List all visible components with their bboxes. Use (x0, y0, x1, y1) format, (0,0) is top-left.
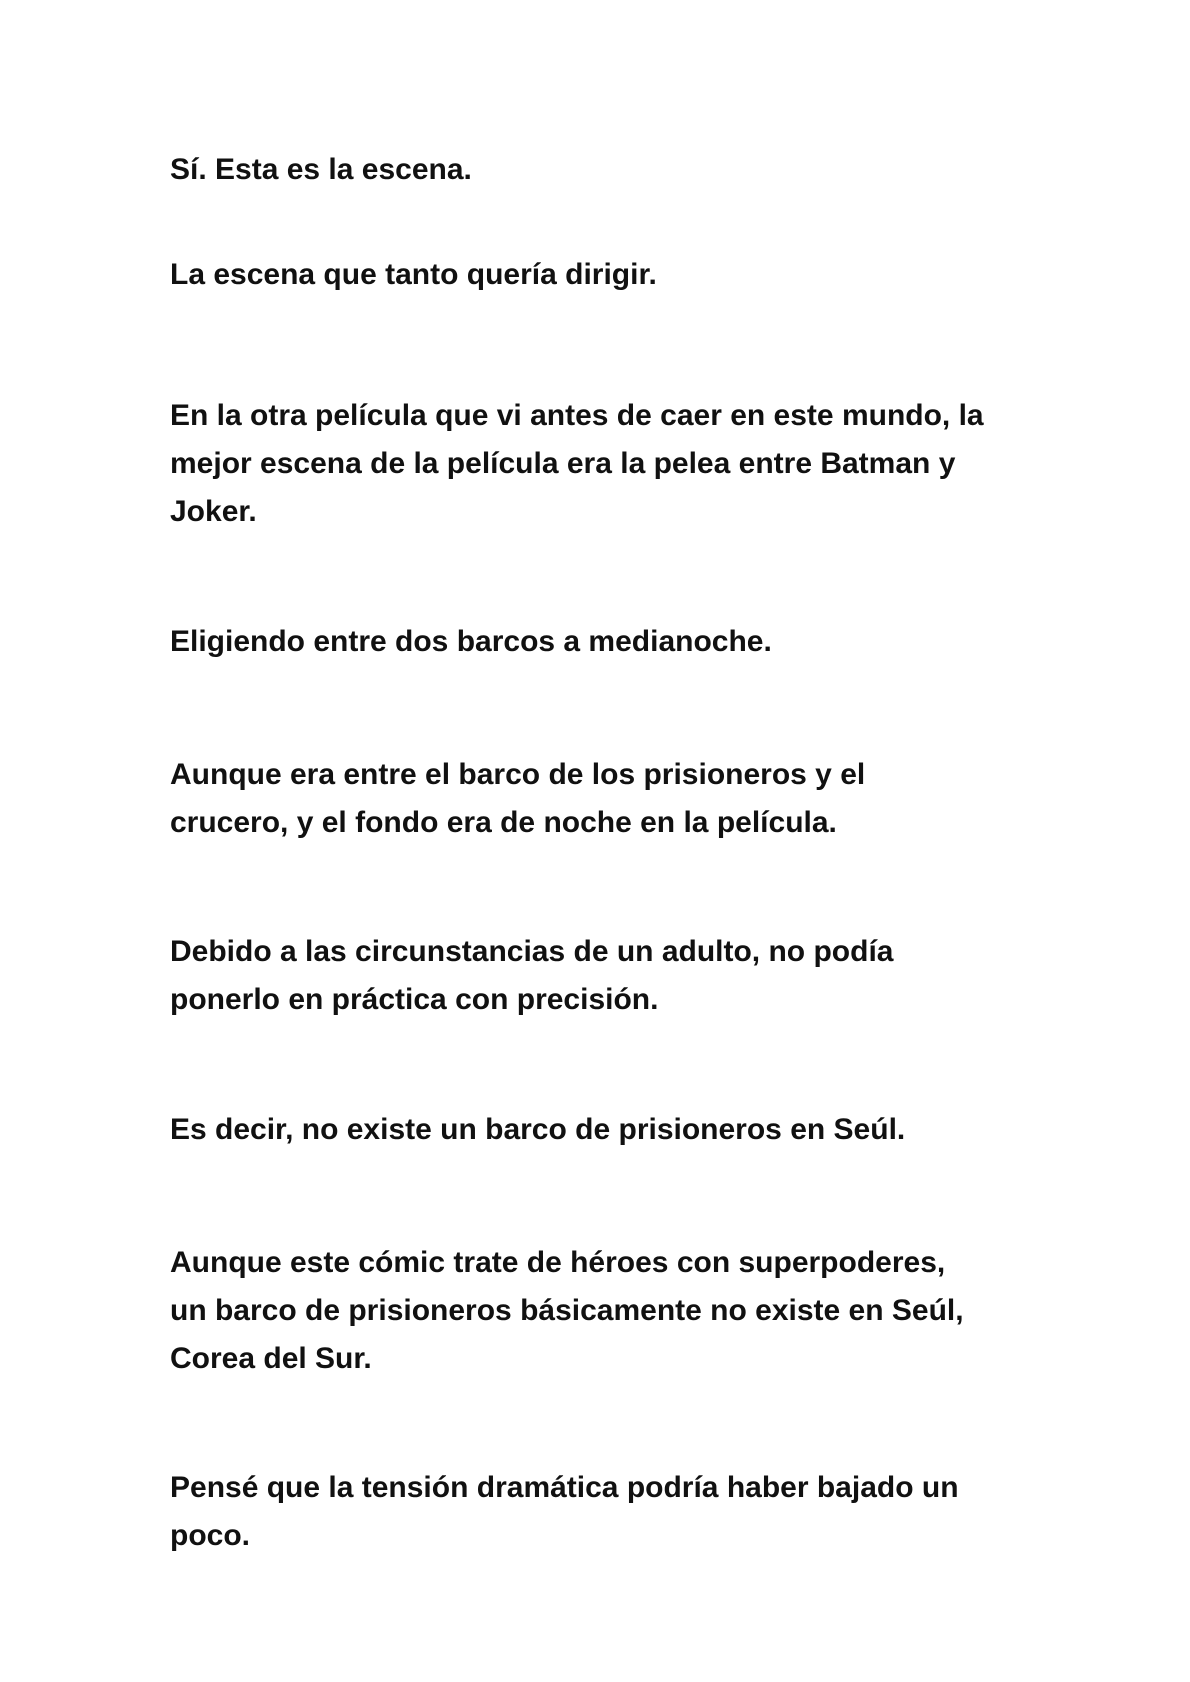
paragraph-2 (170, 251, 1050, 299)
paragraph-4 (170, 618, 1050, 666)
paragraph-line: mejor escena de la película era la pelea entre Batman y (170, 447, 956, 480)
paragraph-7 (170, 1106, 1050, 1154)
paragraph-1 (170, 146, 1050, 194)
paragraph-line: Sí. Esta es la escena. (170, 153, 472, 186)
paragraph-line: poco. (170, 1519, 250, 1552)
paragraph-line: Aunque este cómic trate de héroes con superpoderes, (170, 1246, 946, 1279)
paragraph-line: ponerlo en práctica con precisión. (170, 983, 659, 1016)
paragraph-line: Joker. (170, 495, 257, 528)
paragraph-line: Es decir, no existe un barco de prisioneros en Seúl. (170, 1113, 906, 1146)
paragraph-6 (170, 928, 1050, 1024)
paragraph-line: Pensé que la tensión dramática podría haber bajado un (170, 1471, 959, 1504)
paragraph-8 (170, 1239, 1050, 1383)
paragraph-line: La escena que tanto quería dirigir. (170, 258, 657, 291)
paragraph-line: Eligiendo entre dos barcos a medianoche. (170, 625, 772, 658)
paragraph-line: Aunque era entre el barco de los prisioneros y el (170, 758, 866, 791)
paragraph-3 (170, 392, 1050, 536)
paragraph-line: crucero, y el fondo era de noche en la película. (170, 806, 837, 839)
paragraph-line: Debido a las circunstancias de un adulto, no podía (170, 935, 894, 968)
paragraph-line: un barco de prisioneros básicamente no existe en Seúl, (170, 1294, 964, 1327)
paragraph-9 (170, 1464, 1050, 1560)
paragraph-line: Corea del Sur. (170, 1342, 372, 1375)
paragraph-line: En la otra película que vi antes de caer en este mundo, la (170, 399, 984, 432)
paragraph-5 (170, 751, 1050, 847)
